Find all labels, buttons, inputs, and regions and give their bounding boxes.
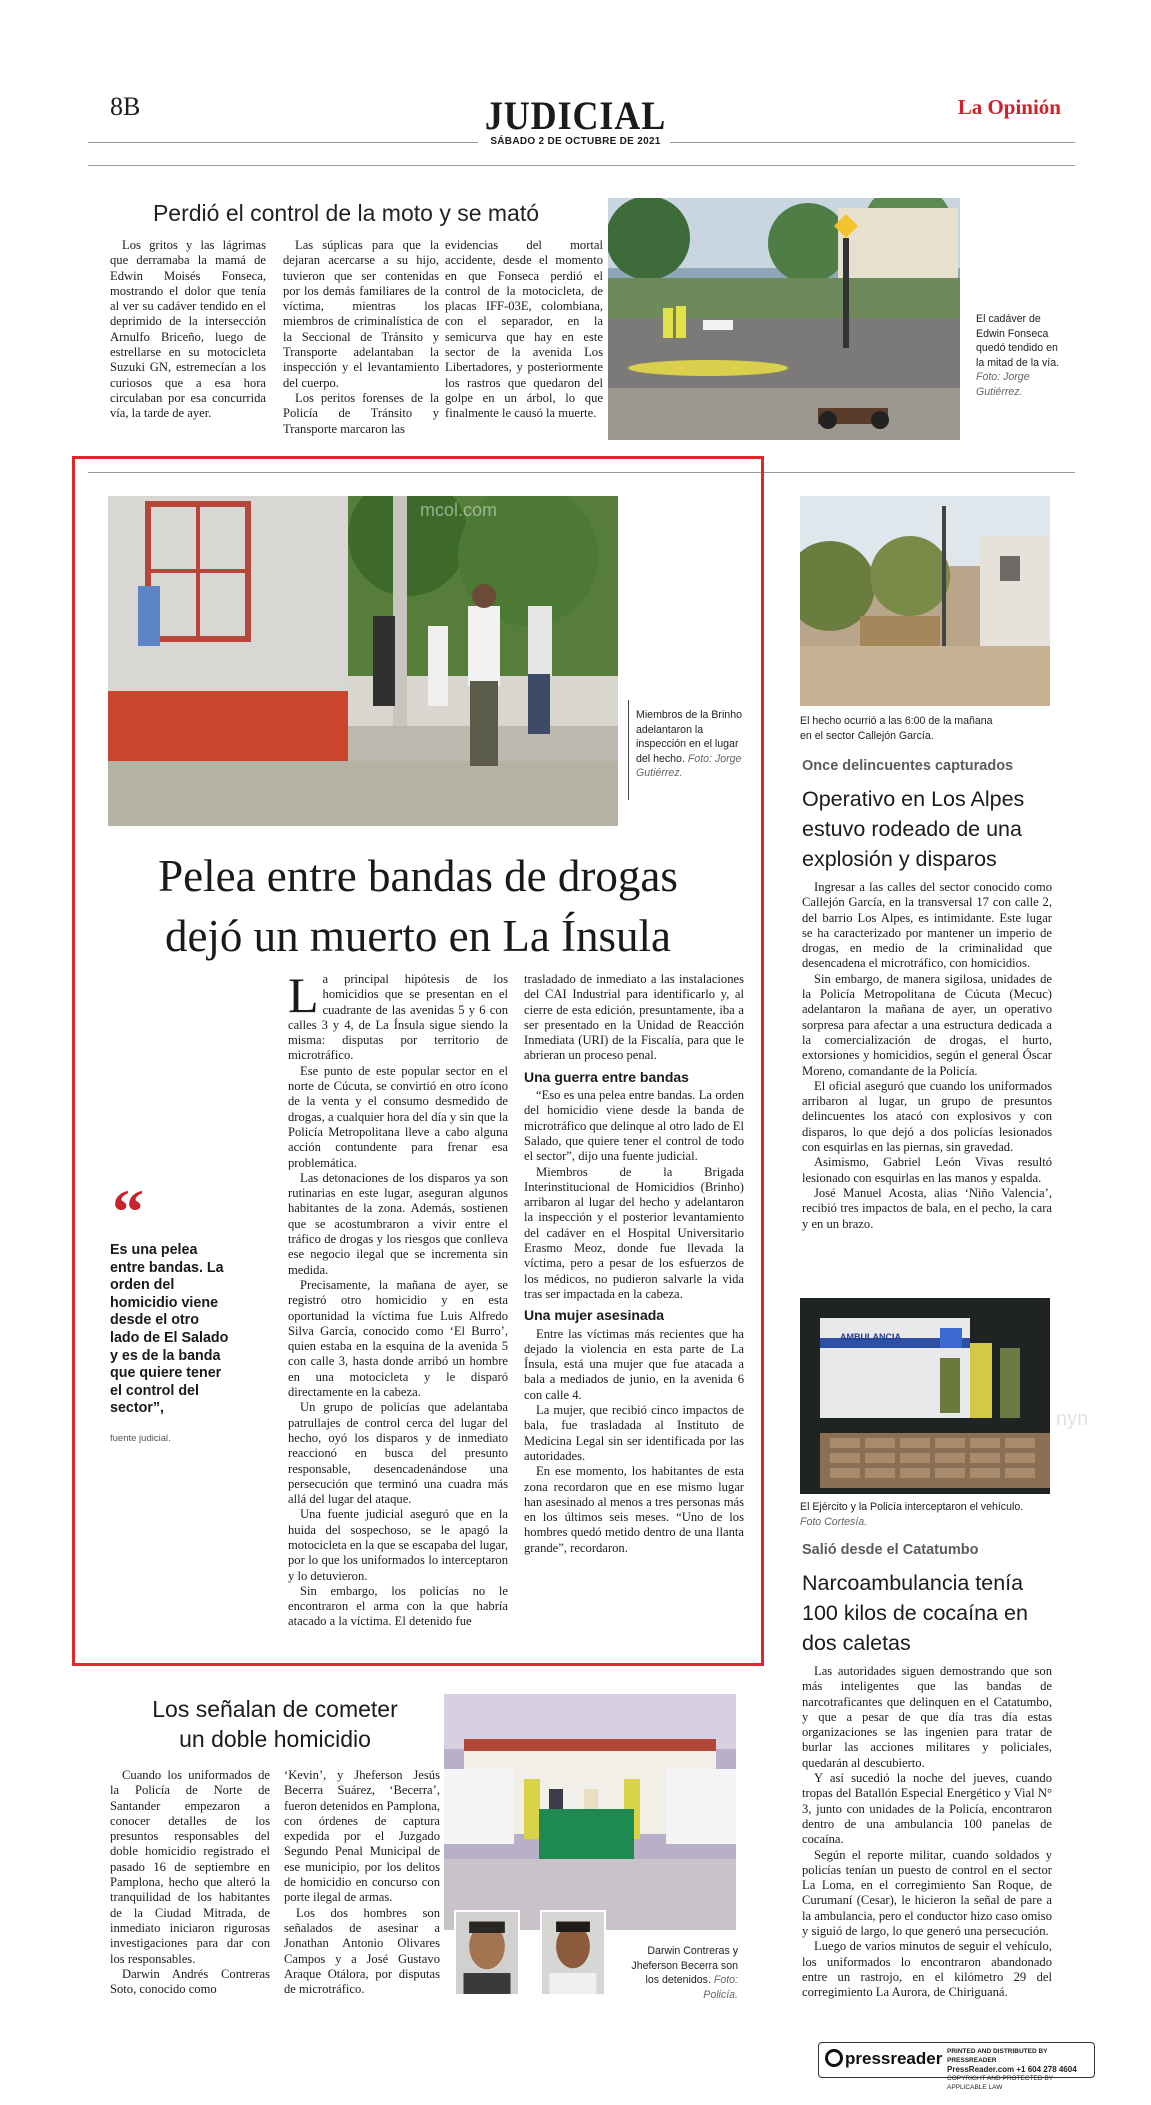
lead-col1-first-text: a principal hipótesis de los homicidios que se presentan en el cuadrante de las avenidas 5 y 6 con calles 3 y 4, de La Ínsula sigue siendo la misma: disputas por territorio de microtráfico.: [288, 972, 508, 1063]
lead-dropcap: L: [288, 967, 319, 1023]
moto-caption-text: El cadáver de Edwin Fonseca quedó tendido en la mitad de la vía.: [976, 313, 1060, 369]
ambulance-seizure-photo: [800, 1298, 1050, 1494]
alpes-p3: El oficial aseguró que cuando los uniformados arribaron al lugar, un grupo de presuntos delincuentes los atacó con explosivos y con disparos, lo que dejó a dos policías lesionados con esquirlas en las piernas, sin gravedad.: [802, 1078, 1052, 1155]
pamplona-headline: [100, 1694, 450, 1754]
moto-caption-credit: Foto: Jorge Gutiérrez.: [976, 371, 1030, 398]
lead-subhead-1: Una guerra entre bandas: [524, 1068, 689, 1085]
pamplona-caption-text: Darwin Contreras y Jheferson Becerra son los detenidos.: [631, 1945, 738, 1986]
lead-col1-first: [288, 967, 508, 1064]
pressreader-line1: PRINTED AND DISTRIBUTED BY PRESSREADER: [947, 2048, 1048, 2064]
moto-col2-p1: Las súplicas para que la dejaran acercarse a su hijo, tuvieron que ser contenidas por los demás familiares de la víctima, mientras los miembros de criminalística de la Seccional de Tránsito y Transporte adelantaban la inspección y el levantamiento del cuerpo.: [283, 238, 439, 390]
masthead-rule-bottom: [88, 165, 1075, 166]
catatumbo-photo-caption: [800, 1500, 1030, 1529]
lead-caption-credit: Foto: Jorge Gutiérrez.: [636, 752, 742, 779]
lead-col1-p4: Precisamente, la mañana de ayer, se registró otro homicidio y en esta oportunidad la víctima fue Luis Alfredo Silva García, conocido como ‘El Burro’, quien estaba en la esquina de la avenida 5 con calle 3, hasta donde arribó un hombre en una motocicleta y le disparó directamente en la cabeza.: [288, 1277, 508, 1400]
alpes-p5: José Manuel Acosta, alias ‘Niño Valencia’, recibió tres impactos de bala, en el pecho, la cara y en un brazo.: [802, 1185, 1052, 1231]
mugshot-contreras: [454, 1910, 520, 1996]
detainees-photo: [444, 1694, 736, 1930]
pressreader-p-icon: [825, 2049, 843, 2067]
catatumbo-body: [802, 1664, 1052, 2001]
lead-col2-p3: Miembros de la Brigada Interinstitucional de Homicidios (Brinho) arribaron al lugar del hecho y adelantaron la inspección y el posterior levantamiento del cadáver en el Hospital Universitario Erasmo Meoz, donde fue llevada la víctima, pero a pesar de los esfuerzos de los médicos, no pudieron salvarle la vida tras ser impactada en la cabeza.: [524, 1164, 744, 1301]
lead-col1-p6: Una fuente judicial aseguró que en la huida del sospechoso, se le apagó la motocicleta en la que se escapaba del lugar, por lo que los uniformados lo interceptaron y lo detuvieron.: [288, 1507, 508, 1583]
lead-headline-line2: dejó un muerto en La Ínsula: [164, 911, 672, 961]
catatumbo-p4: Luego de varios minutos de seguir el vehículo, los uniformados lo encontraron abandonado entre un rastrojo, en el kilómetro 29 del corregimiento La Aurora, de Chiriguaná.: [802, 1939, 1052, 2000]
pamplona-headline-line2: un doble homicidio: [179, 1726, 371, 1752]
catatumbo-watermark: nyn: [1056, 1408, 1089, 1430]
alpes-kicker: Once delincuentes capturados: [802, 758, 1014, 774]
catatumbo-p3: Según el reporte militar, cuando soldados y policías tenían un puesto de control en el sector La Loma, en el corregimiento San Roque, de Curumaní (Cesar), le hicieron la señal de pare a la ambulancia, pero el conductor hizo caso omiso y siguió de largo, lo que generó una persecución.: [802, 1847, 1052, 1939]
pamplona-col2-p1: ‘Kevin’, y Jheferson Jesús Becerra Suárez, ‘Becerra’, fueron detenidos en Pamplona, con órdenes de captura expedida por el Juzgado Segundo Penal Municipal de ese municipio, por los delitos de homicidio en concurso con porte ilegal de armas.: [284, 1768, 440, 1905]
pamplona-caption-credit: Foto: Policía.: [703, 1974, 738, 2001]
ambulance-lettering: AMBULANCIA: [840, 1332, 901, 1342]
moto-accident-photo: [608, 198, 960, 440]
catatumbo-caption-credit: Foto Cortesía.: [800, 1515, 868, 1528]
moto-col3-p1: evidencias del mortal accidente, desde el momento en que Fonseca perdió el control de la motocicleta, de placas IFF-03E, colombiana, con el separador, en la semicurva que hay en este sector de la avenida Los Libertadores, y posteriormente los rastros que quedaron del golpe en un árbol, lo que finalmente le causó la muerte.: [445, 238, 603, 421]
catatumbo-p1: Las autoridades siguen demostrando que son más inteligentes que las bandas de narcotraficantes que delinquen en el Catatumbo, y que a pesar de que día tras día estas organizaciones se las ingenien para tratar de burlar las acciones militares y policiales, quedarán al descubierto.: [802, 1664, 1052, 1770]
pamplona-col2-p2: Los dos hombres son señalados de asesinar a Jonathan Antonio Olivares Campos y a José Gustavo Araque Otálora, por disputas de microtráfico.: [284, 1905, 440, 1997]
catatumbo-caption-text: El Ejército y la Policía interceptaron el vehículo.: [800, 1501, 1024, 1513]
moto-column-3: [445, 238, 603, 422]
lead-col2-p1: trasladado de inmediato a las instalaciones del CAI Industrial para identificarlo y, al cierre de esta edición, presuntamente, iba a ser presentado en la Unidad de Reacción Inmediata (URI) de la Fiscalía, para que le abrieran un proceso penal.: [524, 972, 744, 1063]
pressreader-logo-text: pressreader: [845, 2049, 943, 2068]
moto-headline: Perdió el control de la moto y se mató: [152, 200, 540, 226]
lead-caption-rule: [628, 700, 629, 800]
lead-headline-line1: Pelea entre bandas de drogas: [158, 851, 678, 901]
alpes-photo-caption: El hecho ocurrió a las 6:00 de la mañana en el sector Callejón García.: [800, 715, 993, 742]
brand-logo: La Opinión: [957, 95, 1061, 119]
page-number: 8B: [110, 92, 141, 121]
lead-col2-p2: “Eso es una pelea entre bandas. La orden del homicidio viene desde la banda de microtráfico que delinque al otro lado de El Salado, que quiere tener el control de todo el sector”, dijo una fuente judicial.: [524, 1088, 744, 1164]
issue-date: SÁBADO 2 DE OCTUBRE DE 2021: [490, 136, 661, 147]
pressreader-logo: [825, 2049, 942, 2069]
moto-col1-p1: Los gritos y las lágrimas que derramaba la mamá de Edwin Moisés Fonseca, mostrando el dolor que tenía al ver su cadáver tendido en el deprimido de la intersección Arnulfo Briceño, luego de estrellarse en su motocicleta Suzuki GN, estremecían a los curiosos que a esa hora circulaban por esa concurrida vía, la tarde de ayer.: [110, 238, 266, 421]
pressreader-legal: [947, 2047, 1093, 2092]
alpes-body: [802, 880, 1052, 1232]
moto-column-2: [283, 238, 439, 437]
lead-crime-scene-photo: [108, 496, 618, 826]
lead-photo-caption: [636, 708, 748, 781]
alpes-headline: Operativo en Los Alpes estuvo rodeado de una explosión y disparos: [802, 787, 1025, 871]
lead-col2-p5: La mujer, que recibió cinco impactos de bala, fue trasladada al Instituto de Medicina Legal sin ser identificada por las autoridades.: [524, 1403, 744, 1463]
pamplona-headline-line1: Los señalan de cometer: [152, 1696, 398, 1722]
lead-col1-p3: Las detonaciones de los disparos ya son rutinarias en este lugar, aseguran algunos habitantes de la zona. Además, sostienen que se acostumbraron a vivir entre el tráfico de drogas y los riesgos que conlleva ese negocio ilegal que se incrementa sin medida.: [288, 1170, 508, 1277]
lead-col1-p2: Ese punto de este popular sector en el norte de Cúcuta, se convirtió en otro ícono de la venta y el consumo desmedido de drogas, a cualquier hora del día y sin que la Policía Metropolitana lleve a cabo alguna acción contundente para frenar esa problemática.: [288, 1063, 508, 1170]
lead-col1-p7: Sin embargo, los policías no le encontraron el arma con la que habría atacado a la víctima. El detenido fue: [288, 1583, 508, 1629]
section-title: JUDICIAL: [484, 93, 667, 138]
lead-caption-text: Miembros de la Brinho adelantaron la inspección en el lugar del hecho.: [636, 709, 742, 765]
lead-col2-p6: En ese momento, los habitantes de esta zona recordaron que en ese mismo lugar han asesinado al menos a tres personas más en los últimos seis meses. “Uno de los hombres quedó metido dentro de una llanta grande”, recordaron.: [524, 1464, 744, 1555]
mugshot-becerra: [540, 1910, 606, 1996]
lead-headline: [90, 846, 746, 966]
alpes-p2: Sin embargo, de manera sigilosa, unidades de la Policía Metropolitana de Cúcuta (Mecuc) adelantaron la mañana de ayer, un operativo sorpresa para afectar a una estructura dedicada a la comercialización de drogas, el hurto, extorsiones y homicidios, según el general Óscar Moreno, comandante de la Policía.: [802, 971, 1052, 1078]
pullquote-text: Es una pelea entre bandas. La orden del homicidio viene desde el otro lado de El Salado y es de la banda que quiere tener el control del sector”,: [110, 1242, 229, 1417]
moto-column-1: [110, 238, 266, 422]
lead-subhead-2: Una mujer asesinada: [524, 1307, 665, 1324]
pamplona-column-2: [284, 1768, 440, 1997]
catatumbo-p2: Y así sucedió la noche del jueves, cuando tropas del Batallón Especial Energético y Vial N° 3, junto con unidades de la Policía, encontraron dentro de una ambulancia 100 panelas de cocaína.: [802, 1771, 1052, 1847]
pamplona-col1-p2: Darwin Andrés Contreras Soto, conocido como: [110, 1966, 270, 1997]
pressreader-footer: [818, 2042, 1095, 2091]
catatumbo-kicker: Salió desde el Catatumbo: [802, 1542, 979, 1558]
lead-column-2: [524, 972, 744, 1556]
catatumbo-headline: Narcoambulancia tenía 100 kilos de cocaína en dos caletas: [802, 1571, 1028, 1655]
moto-col2-p2: Los peritos forenses de la Policía de Tránsito y Transporte marcaron las: [283, 390, 439, 436]
alpes-street-photo: [800, 496, 1050, 706]
lead-photo-watermark: mcol.com: [420, 500, 498, 520]
pressreader-line3: COPYRIGHT AND PROTECTED BY APPLICABLE LAW: [947, 2075, 1053, 2091]
alpes-p4: Asimismo, Gabriel León Vivas resultó lesionado con esquirlas en las manos y espalda.: [802, 1155, 1052, 1185]
alpes-p1: Ingresar a las calles del sector conocido como Callejón García, en la transversal 17 con calle 2, del barrio Los Alpes, es intimidante. Este lugar se ha caracterizado por mantener un imperio de drogas, en medio de la criminalidad que desencadena el microtráfico, con homicidios.: [802, 880, 1052, 971]
pressreader-line2: PressReader.com +1 604 278 4604: [947, 2065, 1077, 2074]
pullquote-source: fuente judicial.: [110, 1433, 171, 1444]
pamplona-photo-caption: [620, 1944, 738, 2002]
lead-col2-p4: Entre las víctimas más recientes que ha dejado la violencia en esta parte de La Ínsula, está una mujer que fue atacada a bala a mediados de junio, en la avenida 6 con calle 4.: [524, 1326, 744, 1402]
lead-column-1: [288, 967, 508, 1630]
lead-col1-p5: Un grupo de policías que adelantaba patrullajes de control cerca del lugar del hecho, oyó los disparos y de inmediato reaccionó en busca del presunto responsable, desencadenándose una persecución que terminó una cuadra más allá del lugar del ataque.: [288, 1400, 508, 1507]
pamplona-col1-p1: Cuando los uniformados de la Policía de Norte de Santander empezaron a conocer detalles de los presuntos responsables del doble homicidio registrado el pasado 16 de septiembre en Pamplona, hecho que alteró la tranquilidad de los habitantes de la Ciudad Mitrada, de inmediato iniciaron rigurosas investigaciones para dar con los responsables.: [110, 1768, 270, 1966]
pamplona-column-1: [110, 1768, 270, 1997]
moto-photo-caption: [976, 312, 1066, 399]
pullquote-mark: “: [112, 1176, 144, 1247]
